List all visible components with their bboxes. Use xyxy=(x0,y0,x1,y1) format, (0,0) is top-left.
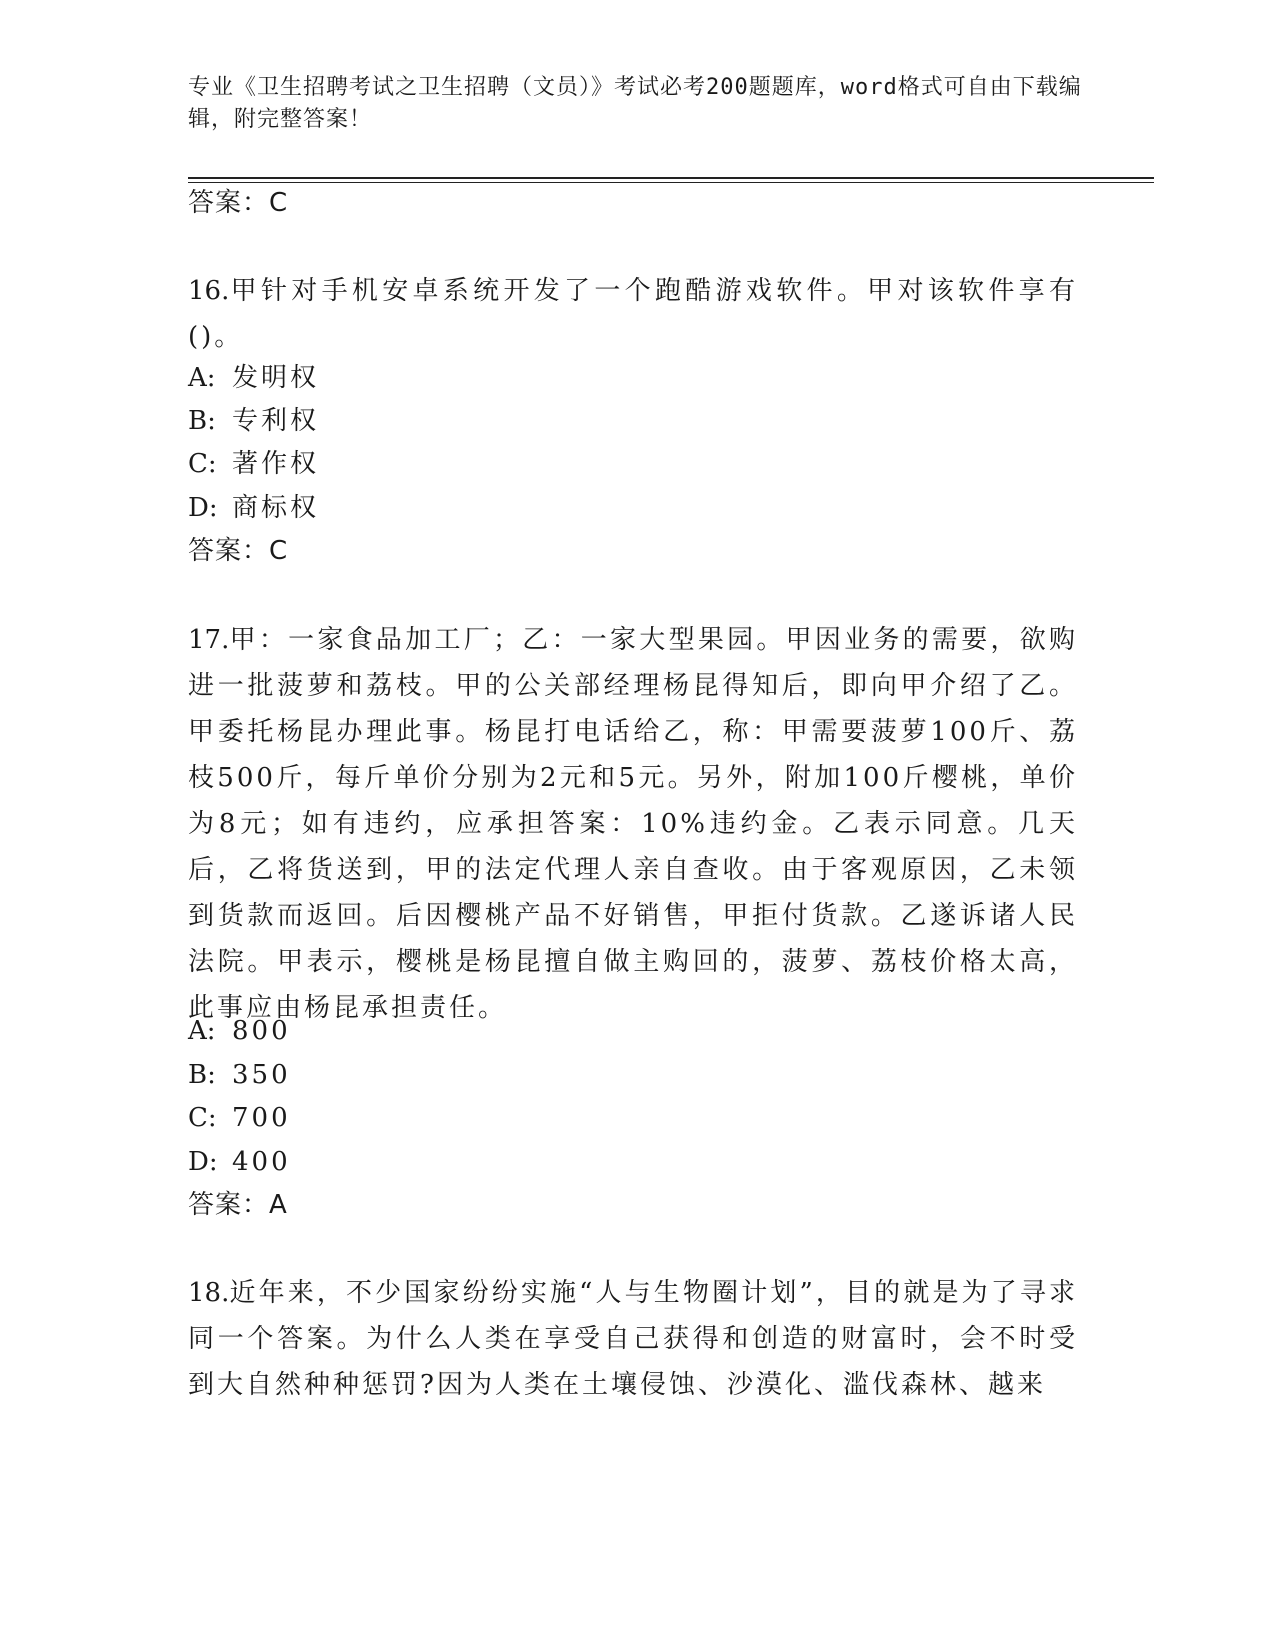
option-text: 著作权 xyxy=(232,449,320,479)
document-header: 专业《卫生招聘考试之卫生招聘（文员）》考试必考200题题库，word格式可自由下载编辑，附完整答案！ xyxy=(188,75,1082,132)
option-text: 专利权 xyxy=(232,406,320,436)
option-16-a xyxy=(188,360,319,396)
option-16-b xyxy=(188,403,319,439)
option-17-a xyxy=(188,1013,291,1049)
option-17-b xyxy=(188,1057,291,1093)
option-text: 商标权 xyxy=(232,493,320,523)
option-letter: C: xyxy=(188,1103,217,1133)
question-16 xyxy=(188,268,1078,360)
option-16-c xyxy=(188,446,319,482)
option-text: 发明权 xyxy=(232,363,320,393)
question-18 xyxy=(188,1270,1078,1408)
question-number: 17. xyxy=(188,625,230,655)
option-text: 400 xyxy=(232,1147,291,1177)
answer-17: 答案：A xyxy=(188,1190,288,1220)
option-letter: C: xyxy=(188,449,217,479)
option-letter: B: xyxy=(188,406,216,436)
option-16-d xyxy=(188,490,319,526)
answer-16: 答案：C xyxy=(188,536,289,566)
answer-15: 答案：C xyxy=(188,188,289,218)
option-17-c xyxy=(188,1100,291,1136)
option-letter: D: xyxy=(188,493,218,523)
option-text: 700 xyxy=(232,1103,291,1133)
option-letter: A: xyxy=(188,1016,216,1046)
option-letter: B: xyxy=(188,1060,216,1090)
option-17-d xyxy=(188,1144,291,1180)
option-letter: D: xyxy=(188,1147,218,1177)
question-text: 甲：一家食品加工厂；乙：一家大型果园。甲因业务的需要，欲购进一批菠萝和荔枝。甲的公关部经理杨昆得知后，即向甲介绍了乙。甲委托杨昆办理此事。杨昆打电话给乙，称：甲需要菠萝100斤、荔枝500斤，每斤单价分别为2元和5元。另外，附加100斤樱桃，单价为8元；如有违约，应承担答案：10%违约金。乙表示同意。几天后，乙将货送到，甲的法定代理人亲自查收。由于客观原因，乙未领到货款而返回。后因樱桃产品不好销售，甲拒付货款。乙遂诉诸人民法院。甲表示，樱桃是杨昆擅自做主购回的，菠萝、荔枝价格太高，此事应由杨昆承担责任。 xyxy=(188,625,1078,1023)
header-rule-thin xyxy=(188,182,1154,183)
option-text: 800 xyxy=(232,1016,291,1046)
question-text: 近年来，不少国家纷纷实施“人与生物圈计划”，目的就是为了寻求同一个答案。为什么人类在享受自己获得和创造的财富时，会不时受到大自然种种惩罚?因为人类在土壤侵蚀、沙漠化、滥伐森林、越来 xyxy=(188,1278,1078,1400)
question-number: 18. xyxy=(188,1278,230,1308)
header-rule-thick xyxy=(188,177,1154,179)
question-17 xyxy=(188,617,1078,1031)
question-text: 甲针对手机安卓系统开发了一个跑酷游戏软件。甲对该软件享有()。 xyxy=(188,276,1078,352)
option-text: 350 xyxy=(232,1060,291,1090)
question-number: 16. xyxy=(188,276,230,306)
option-letter: A: xyxy=(188,363,216,393)
